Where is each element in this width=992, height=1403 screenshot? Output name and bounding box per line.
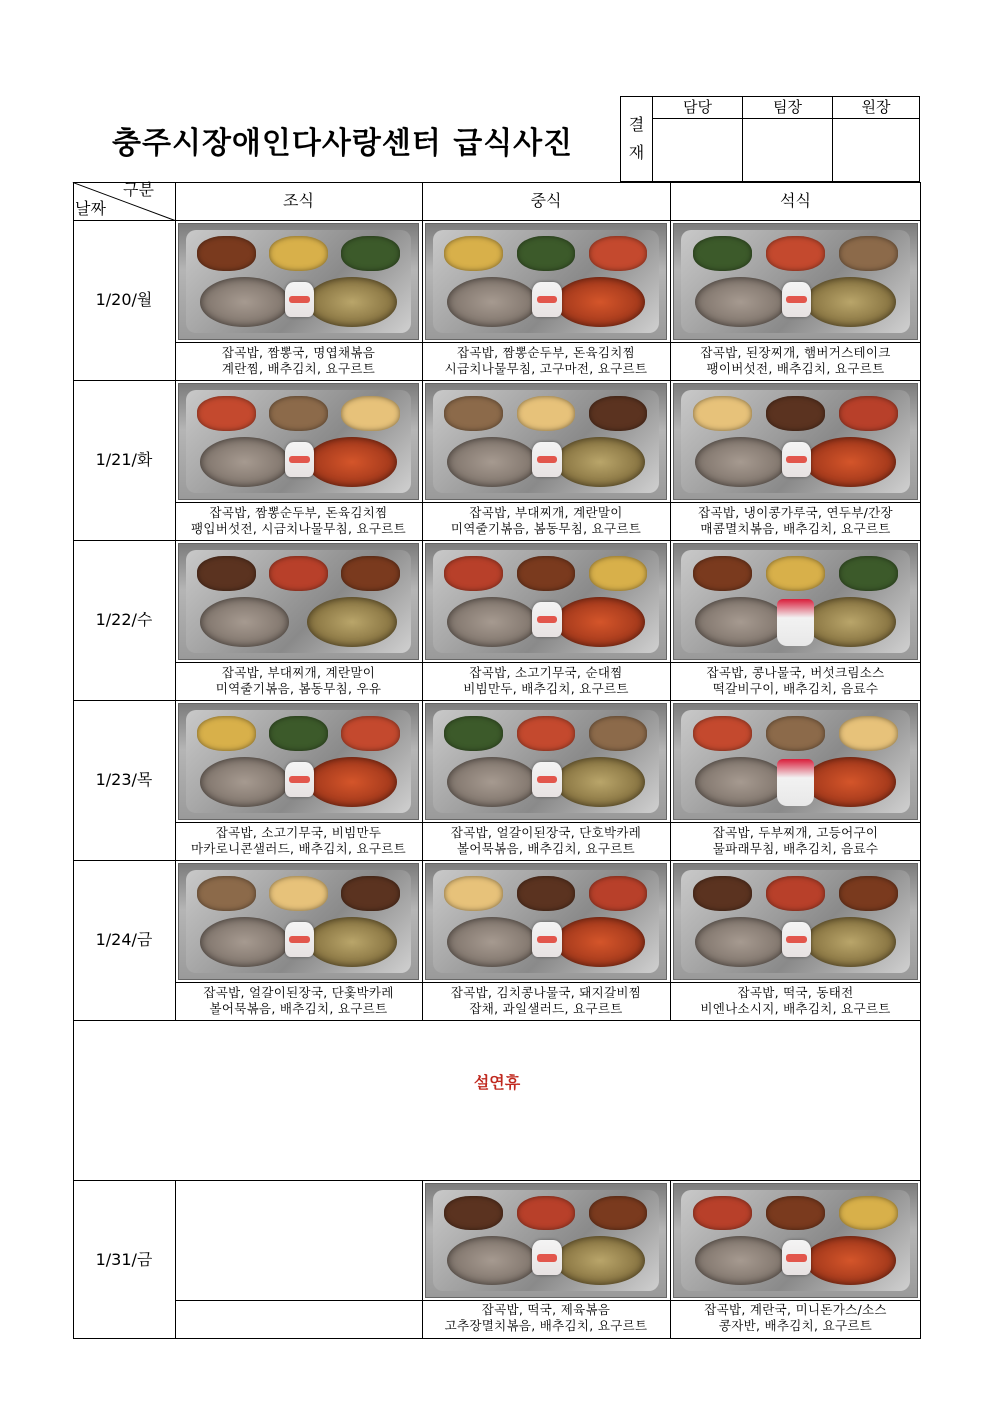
meal-caption-line1: 잡곡밥, 얼갈이된장국, 단호박카레 [450, 825, 642, 840]
side-dish [341, 236, 399, 271]
soup-bowl [805, 917, 896, 967]
soup-bowl [307, 437, 397, 487]
side-dish [693, 236, 752, 271]
soup-bowl [555, 917, 645, 967]
soup-bowl [307, 757, 397, 807]
meal-photo [425, 383, 667, 500]
side-dish [341, 716, 399, 751]
approval-role: 원장 [833, 97, 919, 119]
table-rule [73, 380, 921, 381]
side-dish [444, 1196, 503, 1231]
rice-portion [447, 917, 537, 967]
yogurt-bottle [285, 762, 314, 797]
meal-tray [433, 550, 659, 654]
rice-portion [200, 917, 290, 967]
yogurt-bottle [532, 602, 561, 637]
rice-portion [695, 437, 786, 487]
rice-portion [695, 1236, 786, 1285]
meal-photo [425, 1183, 667, 1298]
side-dish [197, 236, 255, 271]
rice-portion [200, 757, 290, 807]
yogurt-bottle [782, 922, 812, 957]
soup-bowl [555, 757, 645, 807]
meal-caption-line2: 비빔만두, 배추김치, 요구르트 [463, 681, 629, 696]
side-dish [839, 556, 898, 591]
table-rule [175, 502, 921, 503]
meal-tray [681, 870, 909, 974]
table-rule [175, 662, 921, 663]
meal-photo [673, 383, 918, 500]
meal-caption-line1: 잡곡밥, 짬뽕순두부, 돈육김치찜 [457, 345, 635, 360]
meal-tray [186, 390, 411, 494]
yogurt-bottle [285, 442, 314, 477]
column-header: 중식 [530, 191, 562, 210]
side-dish [341, 556, 399, 591]
rice-portion [200, 597, 290, 647]
side-dish [517, 236, 576, 271]
meal-caption-line2: 팽입버섯전, 시금치나물무침, 요구르트 [190, 521, 407, 536]
rice-portion [695, 597, 786, 647]
meal-caption-line2: 팽이버섯전, 배추김치, 요구르트 [706, 361, 885, 376]
meal-caption-line1: 잡곡밥, 짬뽕국, 명엽채볶음 [221, 345, 376, 360]
meal-caption-line2: 떡갈비구이, 배추김치, 음료수 [712, 681, 879, 696]
yogurt-bottle [532, 922, 561, 957]
side-dish [766, 1196, 825, 1231]
approval-col-staff [653, 97, 743, 181]
meal-caption-line2: 물파래무침, 배추김치, 음료수 [712, 841, 879, 856]
column-header: 조식 [283, 191, 314, 210]
meal-caption-line1: 잡곡밥, 두부찌개, 고등어구이 [712, 825, 879, 840]
meal-caption-line2: 볼어묵볶음, 배추김치, 요구르트 [209, 1001, 388, 1016]
side-dish [589, 876, 648, 911]
meal-caption-line2: 계란찜, 배추김치, 요구르트 [221, 361, 376, 376]
side-dish [269, 716, 327, 751]
yogurt-bottle [782, 1240, 812, 1275]
side-dish [693, 876, 752, 911]
soup-bowl [805, 757, 896, 807]
soup-bowl [555, 597, 645, 647]
soup-bowl [555, 277, 645, 327]
side-dish [197, 716, 255, 751]
meal-tray [681, 550, 909, 654]
row-date: 1/24/금 [95, 930, 153, 949]
meal-tray [433, 870, 659, 974]
table-rule [175, 182, 176, 1020]
soup-bowl [805, 597, 896, 647]
side-dish [517, 396, 576, 431]
side-dish [839, 236, 898, 271]
yogurt-bottle [532, 1240, 561, 1275]
side-dish [444, 236, 503, 271]
side-dish [693, 396, 752, 431]
meal-tray [186, 870, 411, 974]
side-dish [693, 716, 752, 751]
meal-photo [673, 863, 918, 980]
meal-caption-line2: 잡채, 과일샐러드, 요구르트 [469, 1001, 623, 1016]
meal-caption-line2: 미역줄기볶음, 봄동무침, 우유 [215, 681, 382, 696]
side-dish [197, 876, 255, 911]
rice-portion [447, 277, 537, 327]
approval-col-lead [743, 97, 833, 181]
side-dish [444, 716, 503, 751]
soup-bowl [555, 437, 645, 487]
side-dish [693, 1196, 752, 1231]
side-dish [766, 236, 825, 271]
side-dish [693, 556, 752, 591]
side-dish [197, 396, 255, 431]
meal-caption-line1 [175, 1302, 422, 1318]
meal-caption-line2: 시금치나물무침, 고구마전, 요구르트 [444, 361, 648, 376]
table-rule [175, 1300, 921, 1301]
side-dish [766, 716, 825, 751]
meal-tray [681, 390, 909, 494]
rice-portion [695, 277, 786, 327]
table-rule [73, 220, 921, 221]
yogurt-bottle [532, 282, 561, 317]
side-dish [517, 876, 576, 911]
meal-photo [178, 223, 419, 340]
row-date: 1/22/수 [95, 610, 153, 629]
meal-tray [433, 1190, 659, 1292]
side-dish [269, 396, 327, 431]
table-rule [73, 1180, 921, 1181]
meal-tray [186, 550, 411, 654]
approval-box [620, 96, 920, 182]
soup-bowl [805, 437, 896, 487]
side-dish [766, 556, 825, 591]
meal-caption-line2: 미역줄기볶음, 봄동무침, 요구르트 [450, 521, 642, 536]
side-dish [517, 1196, 576, 1231]
meal-caption-line1: 잡곡밥, 김치콩나물국, 돼지갈비찜 [450, 985, 642, 1000]
rice-portion [447, 1236, 537, 1285]
meal-caption-line1: 잡곡밥, 냉이콩가루국, 연두부/간장 [698, 505, 893, 520]
row-date: 1/31/금 [95, 1250, 153, 1269]
side-dish [444, 876, 503, 911]
side-dish [589, 556, 648, 591]
yogurt-bottle [285, 922, 314, 957]
meal-tray [681, 710, 909, 814]
side-dish [341, 876, 399, 911]
side-dish [589, 396, 648, 431]
meal-tray [681, 1190, 909, 1292]
side-dish [766, 876, 825, 911]
holiday-notice: 설연휴 [473, 1073, 521, 1092]
soup-bowl [307, 917, 397, 967]
yogurt-bottle [532, 442, 561, 477]
meal-photo [178, 703, 419, 820]
soup-bowl [805, 1236, 896, 1285]
row-date: 1/23/목 [95, 770, 153, 789]
side-dish [839, 876, 898, 911]
meal-tray [681, 230, 909, 334]
side-dish [197, 556, 255, 591]
meal-caption-line2: 비엔나소시지, 배추김치, 요구르트 [700, 1001, 891, 1016]
meal-caption-line1: 잡곡밥, 소고기무국, 비빔만두 [215, 825, 382, 840]
page-title: 충주시장애인다사랑센터 급식사진 [112, 126, 574, 161]
rice-portion [447, 757, 537, 807]
meal-caption-line1: 잡곡밥, 부대찌개, 계란말이 [221, 665, 376, 680]
table-rule [175, 822, 921, 823]
meal-photo [425, 543, 667, 660]
meal-photo [673, 1183, 918, 1298]
soup-bowl [307, 597, 397, 647]
side-dish [517, 716, 576, 751]
meal-caption-line2: 매콤멸치볶음, 배추김치, 요구르트 [700, 521, 891, 536]
meal-photo [425, 223, 667, 340]
side-dish [766, 396, 825, 431]
side-dish [839, 1196, 898, 1231]
soup-bowl [555, 1236, 645, 1285]
meal-caption-line2: 볼어묵볶음, 배추김치, 요구르트 [457, 841, 635, 856]
meal-caption-line2: 고추장멸치볶음, 배추김치, 요구르트 [444, 1318, 648, 1333]
drink-cup [777, 599, 814, 646]
rice-portion [200, 277, 290, 327]
side-dish [839, 716, 898, 751]
side-dish [589, 716, 648, 751]
meal-tray [433, 230, 659, 334]
meal-photo [178, 383, 419, 500]
side-dish [839, 396, 898, 431]
table-rule [73, 860, 921, 861]
meal-photo [178, 863, 419, 980]
yogurt-bottle [532, 762, 561, 797]
rice-portion [200, 437, 290, 487]
table-rule [175, 342, 921, 343]
meal-photo [425, 863, 667, 980]
table-rule [175, 982, 921, 983]
meal-caption-line1: 잡곡밥, 얼갈이된장국, 단홏박카레 [203, 985, 394, 1000]
meal-caption-line1: 잡곡밥, 콩나물국, 버섯크림소스 [706, 665, 885, 680]
meal-caption-line1: 잡곡밥, 된장찌개, 햄버거스테이크 [700, 345, 891, 360]
meal-caption-line2 [175, 1318, 422, 1334]
row-date: 1/20/월 [95, 290, 153, 309]
meal-photo [673, 703, 918, 820]
approval-label: 결 재 [621, 97, 653, 181]
meal-photo [673, 223, 918, 340]
rice-portion [447, 597, 537, 647]
table-rule [73, 1338, 921, 1339]
side-dish [341, 396, 399, 431]
side-dish [517, 556, 576, 591]
side-dish [269, 236, 327, 271]
rice-portion [695, 917, 786, 967]
rice-portion [447, 437, 537, 487]
side-dish [269, 876, 327, 911]
table-rule [73, 540, 921, 541]
meal-caption-line2: 마카로니콘샐러드, 배추김치, 요구르트 [190, 841, 407, 856]
soup-bowl [805, 277, 896, 327]
meal-caption-line1: 잡곡밥, 떡국, 제육볶음 [481, 1302, 611, 1317]
yogurt-bottle [782, 442, 812, 477]
side-dish [589, 236, 648, 271]
table-rule [73, 700, 921, 701]
drink-cup [777, 759, 814, 806]
meal-caption-line1: 잡곡밥, 떡국, 동태전 [737, 985, 854, 1000]
meal-caption-line2: 콩자반, 배추김치, 요구르트 [718, 1318, 873, 1333]
meal-table [73, 182, 921, 1339]
side-dish [444, 556, 503, 591]
approval-role: 담당 [653, 97, 742, 119]
rice-portion [695, 757, 786, 807]
yogurt-bottle [782, 282, 812, 317]
corner-date: 날짜 [75, 199, 106, 218]
approval-role: 팀장 [743, 97, 832, 119]
meal-tray [186, 710, 411, 814]
meal-tray [186, 230, 411, 334]
approval-col-director [833, 97, 919, 181]
soup-bowl [307, 277, 397, 327]
table-rule [670, 182, 671, 1020]
meal-photo [425, 703, 667, 820]
corner-category: 구분 [123, 180, 154, 199]
table-rule [422, 182, 423, 1020]
meal-photo [673, 543, 918, 660]
table-rule [73, 1020, 921, 1021]
meal-tray [433, 390, 659, 494]
row-date: 1/21/화 [95, 450, 153, 469]
meal-tray [433, 710, 659, 814]
meal-caption-line1: 잡곡밥, 짬뽕순두부, 돈육김치찜 [209, 505, 388, 520]
yogurt-bottle [285, 282, 314, 317]
meal-caption-line1: 잡곡밥, 소고기무국, 순대찜 [469, 665, 623, 680]
meal-caption-line1: 잡곡밥, 부대찌개, 계란말이 [469, 505, 623, 520]
side-dish [589, 1196, 648, 1231]
column-header: 석식 [780, 191, 811, 210]
meal-photo [178, 543, 419, 660]
side-dish [269, 556, 327, 591]
side-dish [444, 396, 503, 431]
meal-caption-line1: 잡곡밥, 계란국, 미니돈가스/소스 [704, 1302, 887, 1317]
